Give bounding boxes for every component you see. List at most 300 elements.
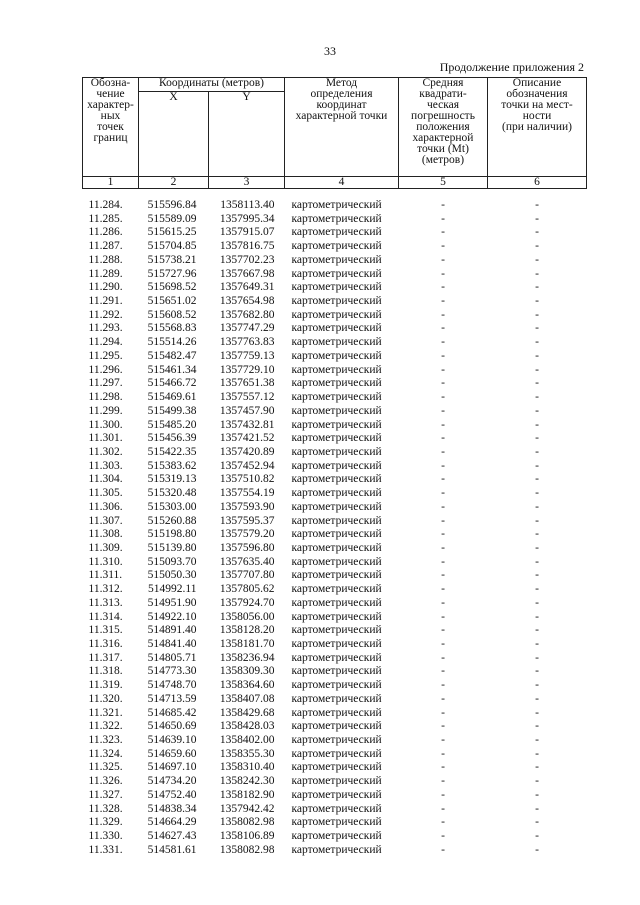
description-cell: -	[535, 514, 539, 527]
coord-x: 515422.35	[147, 445, 197, 458]
point-id: 11.302.	[88, 445, 123, 458]
method-cell: картометрический	[291, 253, 382, 266]
coord-x: 514838.34	[147, 802, 197, 815]
point-id: 11.312.	[88, 583, 123, 596]
table-row	[83, 583, 587, 597]
coord-y: 1357596.80	[219, 541, 275, 554]
coord-x: 515319.13	[147, 473, 197, 486]
point-id: 11.286.	[88, 226, 123, 239]
point-id: 11.295.	[88, 349, 123, 362]
table-row	[83, 322, 587, 336]
error-cell: -	[441, 569, 445, 582]
coord-y: 1357579.20	[219, 528, 275, 541]
description-cell: -	[535, 830, 539, 843]
point-id: 11.327.	[88, 788, 123, 801]
header-method: Метод определения координат характерной точки	[285, 78, 399, 177]
header-description: Описание обозначения точки на мест- ности (при наличии)	[488, 78, 587, 177]
method-cell: картометрический	[291, 679, 382, 692]
method-cell: картометрический	[291, 281, 382, 294]
method-cell: картометрический	[291, 459, 382, 472]
coord-y: 1358310.40	[219, 761, 275, 774]
coord-x: 515260.88	[147, 514, 197, 527]
point-id: 11.290.	[88, 281, 123, 294]
point-id: 11.303.	[88, 459, 123, 472]
point-id: 11.285.	[88, 212, 123, 225]
coord-y: 1357702.23	[219, 253, 275, 266]
column-number: 4	[285, 177, 399, 189]
table-row	[83, 844, 587, 858]
table-row	[83, 189, 587, 213]
point-id: 11.323.	[88, 734, 123, 747]
method-cell: картометрический	[291, 583, 382, 596]
method-cell: картометрический	[291, 555, 382, 568]
coordinates-table	[82, 77, 587, 858]
description-cell: -	[535, 720, 539, 733]
coord-x: 514841.40	[147, 638, 197, 650]
coord-y: 1357510.82	[219, 473, 275, 486]
coord-x: 515485.20	[147, 418, 197, 431]
coord-x: 515738.21	[147, 253, 197, 266]
point-id: 11.329.	[88, 816, 123, 829]
table-row	[83, 419, 587, 433]
coord-y: 1357651.38	[219, 377, 275, 390]
table-row	[83, 446, 587, 460]
description-cell: -	[535, 788, 539, 801]
coord-y: 1358113.40	[220, 199, 275, 211]
error-cell: -	[441, 226, 445, 239]
error-cell: -	[441, 679, 445, 692]
table-row	[83, 268, 587, 282]
coord-y: 1358236.94	[219, 651, 275, 664]
coord-x: 514748.70	[147, 679, 197, 692]
table-row	[83, 309, 587, 323]
table-row	[83, 803, 587, 817]
table-row	[83, 350, 587, 364]
coord-x: 514734.20	[147, 775, 197, 788]
point-id: 11.288.	[88, 253, 123, 266]
method-cell: картометрический	[291, 775, 382, 788]
method-cell: картометрический	[291, 692, 382, 705]
error-cell: -	[441, 514, 445, 527]
point-id: 11.293.	[88, 322, 123, 335]
description-cell: -	[535, 418, 539, 431]
description-cell: -	[535, 638, 539, 650]
coord-y: 1358355.30	[219, 747, 275, 760]
table-row	[83, 624, 587, 638]
error-cell: -	[441, 830, 445, 843]
coord-y: 1357654.98	[219, 295, 275, 308]
coord-x: 515651.02	[147, 295, 197, 308]
coord-x: 514891.40	[147, 624, 197, 637]
coord-y: 1358428.03	[219, 720, 275, 733]
point-id: 11.310.	[88, 555, 123, 568]
coord-x: 515198.80	[147, 528, 197, 541]
coord-x: 515469.61	[147, 391, 197, 404]
error-cell: -	[441, 500, 445, 513]
method-cell: картометрический	[291, 514, 382, 527]
point-id: 11.325.	[88, 761, 123, 774]
table-row	[83, 652, 587, 666]
coord-y: 1357729.10	[219, 363, 275, 376]
coord-y: 1357924.70	[219, 596, 275, 609]
description-cell: -	[535, 240, 539, 253]
coord-y: 1357595.37	[219, 514, 275, 527]
coord-x: 515698.52	[147, 281, 197, 294]
error-cell: -	[441, 432, 445, 445]
coord-y: 1357420.89	[219, 445, 275, 458]
coord-y: 1357432.81	[219, 418, 275, 431]
page-number: 33	[324, 44, 336, 58]
coord-y: 1358106.89	[219, 830, 275, 843]
method-cell: картометрический	[291, 651, 382, 664]
coord-x: 515482.47	[147, 349, 197, 362]
error-cell: -	[441, 391, 445, 404]
description-cell: -	[535, 651, 539, 664]
method-cell: картометрический	[291, 226, 382, 239]
coord-y: 1358429.68	[219, 706, 275, 719]
point-id: 11.301.	[88, 432, 123, 445]
description-cell: -	[535, 308, 539, 321]
description-cell: -	[535, 226, 539, 239]
table-row	[83, 364, 587, 378]
coord-x: 515568.83	[147, 322, 197, 335]
error-cell: -	[441, 253, 445, 266]
error-cell: -	[441, 747, 445, 760]
table-row	[83, 515, 587, 529]
description-cell: -	[535, 322, 539, 335]
method-cell: картометрический	[291, 610, 382, 623]
method-cell: картометрический	[291, 267, 382, 280]
method-cell: картометрический	[291, 788, 382, 801]
header-y: Y	[209, 92, 285, 177]
description-cell: -	[535, 843, 539, 856]
method-cell: картометрический	[291, 720, 382, 733]
method-cell: картометрический	[291, 528, 382, 541]
point-id: 11.318.	[88, 665, 123, 678]
coord-y: 1357593.90	[219, 500, 275, 513]
description-cell: -	[535, 253, 539, 266]
coord-y: 1357747.29	[219, 322, 275, 335]
coord-x: 515320.48	[147, 487, 197, 500]
column-number: 5	[399, 177, 488, 189]
error-cell: -	[441, 541, 445, 554]
method-cell: картометрический	[291, 500, 382, 513]
table-row	[83, 611, 587, 625]
error-cell: -	[441, 816, 445, 829]
point-id: 11.308.	[88, 528, 123, 541]
point-id: 11.294.	[88, 336, 123, 349]
coord-y: 1357682.80	[219, 308, 275, 321]
coord-y: 1357457.90	[219, 404, 275, 417]
coord-x: 514659.60	[147, 747, 197, 760]
coord-y: 1358402.00	[219, 734, 275, 747]
coord-y: 1357557.12	[219, 391, 275, 404]
coord-y: 1357554.19	[219, 487, 275, 500]
coord-y: 1358128.20	[219, 624, 275, 637]
coord-y: 1358181.70	[219, 638, 275, 650]
error-cell: -	[441, 445, 445, 458]
table-row	[83, 665, 587, 679]
error-cell: -	[441, 775, 445, 788]
method-cell: картометрический	[291, 445, 382, 458]
point-id: 11.284.	[88, 199, 123, 211]
table-row	[83, 720, 587, 734]
error-cell: -	[441, 596, 445, 609]
method-cell: картометрический	[291, 199, 382, 211]
coord-x: 514685.42	[147, 706, 197, 719]
error-cell: -	[441, 761, 445, 774]
point-id: 11.300.	[88, 418, 123, 431]
method-cell: картометрический	[291, 349, 382, 362]
coord-x: 514752.40	[147, 788, 197, 801]
error-cell: -	[441, 295, 445, 308]
coord-x: 514627.43	[147, 830, 197, 843]
error-cell: -	[441, 802, 445, 815]
description-cell: -	[535, 267, 539, 280]
description-cell: -	[535, 459, 539, 472]
column-number: 3	[209, 177, 285, 189]
error-cell: -	[441, 240, 445, 253]
description-cell: -	[535, 692, 539, 705]
table-row	[83, 405, 587, 419]
method-cell: картометрический	[291, 569, 382, 582]
error-cell: -	[441, 734, 445, 747]
table-row	[83, 597, 587, 611]
coord-y: 1358082.98	[219, 816, 275, 829]
table-row	[83, 679, 587, 693]
table-row	[83, 460, 587, 474]
error-cell: -	[441, 199, 445, 211]
error-cell: -	[441, 692, 445, 705]
coord-x: 514664.29	[147, 816, 197, 829]
method-cell: картометрический	[291, 487, 382, 500]
error-cell: -	[441, 349, 445, 362]
point-id: 11.320.	[88, 692, 123, 705]
coord-y: 1357805.62	[219, 583, 275, 596]
method-cell: картометрический	[291, 802, 382, 815]
description-cell: -	[535, 500, 539, 513]
description-cell: -	[535, 363, 539, 376]
coord-y: 1358407.08	[219, 692, 275, 705]
coord-y: 1357649.31	[219, 281, 275, 294]
error-cell: -	[441, 322, 445, 335]
coord-x: 514922.10	[147, 610, 197, 623]
table-row	[83, 254, 587, 268]
point-id: 11.313.	[88, 596, 123, 609]
method-cell: картометрический	[291, 295, 382, 308]
coord-x: 515050.30	[147, 569, 197, 582]
coord-y: 1357421.52	[219, 432, 275, 445]
description-cell: -	[535, 404, 539, 417]
table-row	[83, 240, 587, 254]
column-number: 6	[488, 177, 587, 189]
description-cell: -	[535, 583, 539, 596]
coord-x: 515608.52	[147, 308, 197, 321]
coord-x: 514713.59	[147, 692, 197, 705]
method-cell: картометрический	[291, 761, 382, 774]
point-id: 11.309.	[88, 541, 123, 554]
coord-y: 1357763.83	[219, 336, 275, 349]
point-id: 11.319.	[88, 679, 123, 692]
error-cell: -	[441, 459, 445, 472]
coord-x: 515383.62	[147, 459, 197, 472]
table-row	[83, 556, 587, 570]
description-cell: -	[535, 473, 539, 486]
method-cell: картометрический	[291, 240, 382, 253]
point-id: 11.299.	[88, 404, 123, 417]
point-id: 11.307.	[88, 514, 123, 527]
table-row	[83, 281, 587, 295]
method-cell: картометрический	[291, 212, 382, 225]
error-cell: -	[441, 583, 445, 596]
method-cell: картометрический	[291, 665, 382, 678]
table-row	[83, 391, 587, 405]
coord-x: 515596.84	[147, 199, 197, 211]
coord-y: 1357942.42	[219, 802, 275, 815]
table-row	[83, 748, 587, 762]
description-cell: -	[535, 295, 539, 308]
table-row	[83, 336, 587, 350]
error-cell: -	[441, 788, 445, 801]
coord-x: 515704.85	[147, 240, 197, 253]
description-cell: -	[535, 761, 539, 774]
table-row	[83, 830, 587, 844]
error-cell: -	[441, 720, 445, 733]
error-cell: -	[441, 212, 445, 225]
description-cell: -	[535, 816, 539, 829]
column-number: 1	[83, 177, 139, 189]
coord-y: 1358056.00	[219, 610, 275, 623]
point-id: 11.315.	[88, 624, 123, 637]
method-cell: картометрический	[291, 322, 382, 335]
description-cell: -	[535, 432, 539, 445]
header-coordinates: Координаты (метров)	[139, 78, 285, 92]
coord-y: 1358364.60	[219, 679, 275, 692]
description-cell: -	[535, 596, 539, 609]
coord-y: 1357635.40	[219, 555, 275, 568]
coord-y: 1358242.30	[219, 775, 275, 788]
table-row	[83, 473, 587, 487]
description-cell: -	[535, 802, 539, 815]
error-cell: -	[441, 665, 445, 678]
table-row	[83, 295, 587, 309]
error-cell: -	[441, 555, 445, 568]
table-row	[83, 789, 587, 803]
description-cell: -	[535, 541, 539, 554]
error-cell: -	[441, 624, 445, 637]
error-cell: -	[441, 281, 445, 294]
table-row	[83, 693, 587, 707]
description-cell: -	[535, 706, 539, 719]
description-cell: -	[535, 569, 539, 582]
point-id: 11.292.	[88, 308, 123, 321]
table-row	[83, 226, 587, 240]
error-cell: -	[441, 843, 445, 856]
description-cell: -	[535, 487, 539, 500]
method-cell: картометрический	[291, 541, 382, 554]
point-id: 11.328.	[88, 802, 123, 815]
method-cell: картометрический	[291, 473, 382, 486]
point-id: 11.326.	[88, 775, 123, 788]
method-cell: картометрический	[291, 308, 382, 321]
coord-y: 1357915.07	[219, 226, 275, 239]
error-cell: -	[441, 308, 445, 321]
description-cell: -	[535, 377, 539, 390]
error-cell: -	[441, 377, 445, 390]
description-cell: -	[535, 775, 539, 788]
coord-x: 514805.71	[147, 651, 197, 664]
point-id: 11.287.	[88, 240, 123, 253]
method-cell: картометрический	[291, 843, 382, 856]
coord-x: 514992.11	[148, 583, 197, 596]
coord-y: 1357667.98	[219, 267, 275, 280]
point-id: 11.314.	[88, 610, 123, 623]
coord-y: 1358182.90	[219, 788, 275, 801]
error-cell: -	[441, 404, 445, 417]
point-id: 11.317.	[88, 651, 123, 664]
error-cell: -	[441, 267, 445, 280]
point-id: 11.289.	[88, 267, 123, 280]
method-cell: картометрический	[291, 391, 382, 404]
table-row	[83, 213, 587, 227]
description-cell: -	[535, 336, 539, 349]
point-id: 11.311.	[88, 569, 123, 582]
column-number: 2	[139, 177, 209, 189]
method-cell: картометрический	[291, 747, 382, 760]
coord-x: 515093.70	[147, 555, 197, 568]
point-id: 11.316.	[88, 638, 123, 650]
error-cell: -	[441, 706, 445, 719]
point-id: 11.324.	[88, 747, 123, 760]
point-id: 11.305.	[88, 487, 123, 500]
description-cell: -	[535, 610, 539, 623]
point-id: 11.297.	[88, 377, 123, 390]
table-row	[83, 761, 587, 775]
coord-x: 515139.80	[147, 541, 197, 554]
error-cell: -	[441, 610, 445, 623]
method-cell: картометрический	[291, 432, 382, 445]
coord-y: 1358309.30	[219, 665, 275, 678]
method-cell: картометрический	[291, 363, 382, 376]
point-id: 11.331.	[88, 843, 123, 856]
description-cell: -	[535, 445, 539, 458]
table-row	[83, 569, 587, 583]
method-cell: картометрический	[291, 638, 382, 650]
coord-y: 1357759.13	[219, 349, 275, 362]
description-cell: -	[535, 665, 539, 678]
coord-x: 514697.10	[147, 761, 197, 774]
coord-x: 515589.09	[147, 212, 197, 225]
method-cell: картометрический	[291, 404, 382, 417]
table-row	[83, 707, 587, 721]
point-id: 11.296.	[88, 363, 123, 376]
description-cell: -	[535, 349, 539, 362]
coord-x: 515456.39	[147, 432, 197, 445]
method-cell: картометрический	[291, 336, 382, 349]
table-row	[83, 734, 587, 748]
table-body	[83, 189, 587, 858]
coord-x: 515727.96	[147, 267, 197, 280]
coord-x: 514639.10	[147, 734, 197, 747]
error-cell: -	[441, 638, 445, 650]
point-id: 11.322.	[88, 720, 123, 733]
error-cell: -	[441, 363, 445, 376]
coord-x: 514773.30	[147, 665, 197, 678]
header-point-designation: Обозна- чение характер- ных точек границ	[83, 78, 139, 177]
method-cell: картометрический	[291, 816, 382, 829]
description-cell: -	[535, 281, 539, 294]
error-cell: -	[441, 418, 445, 431]
